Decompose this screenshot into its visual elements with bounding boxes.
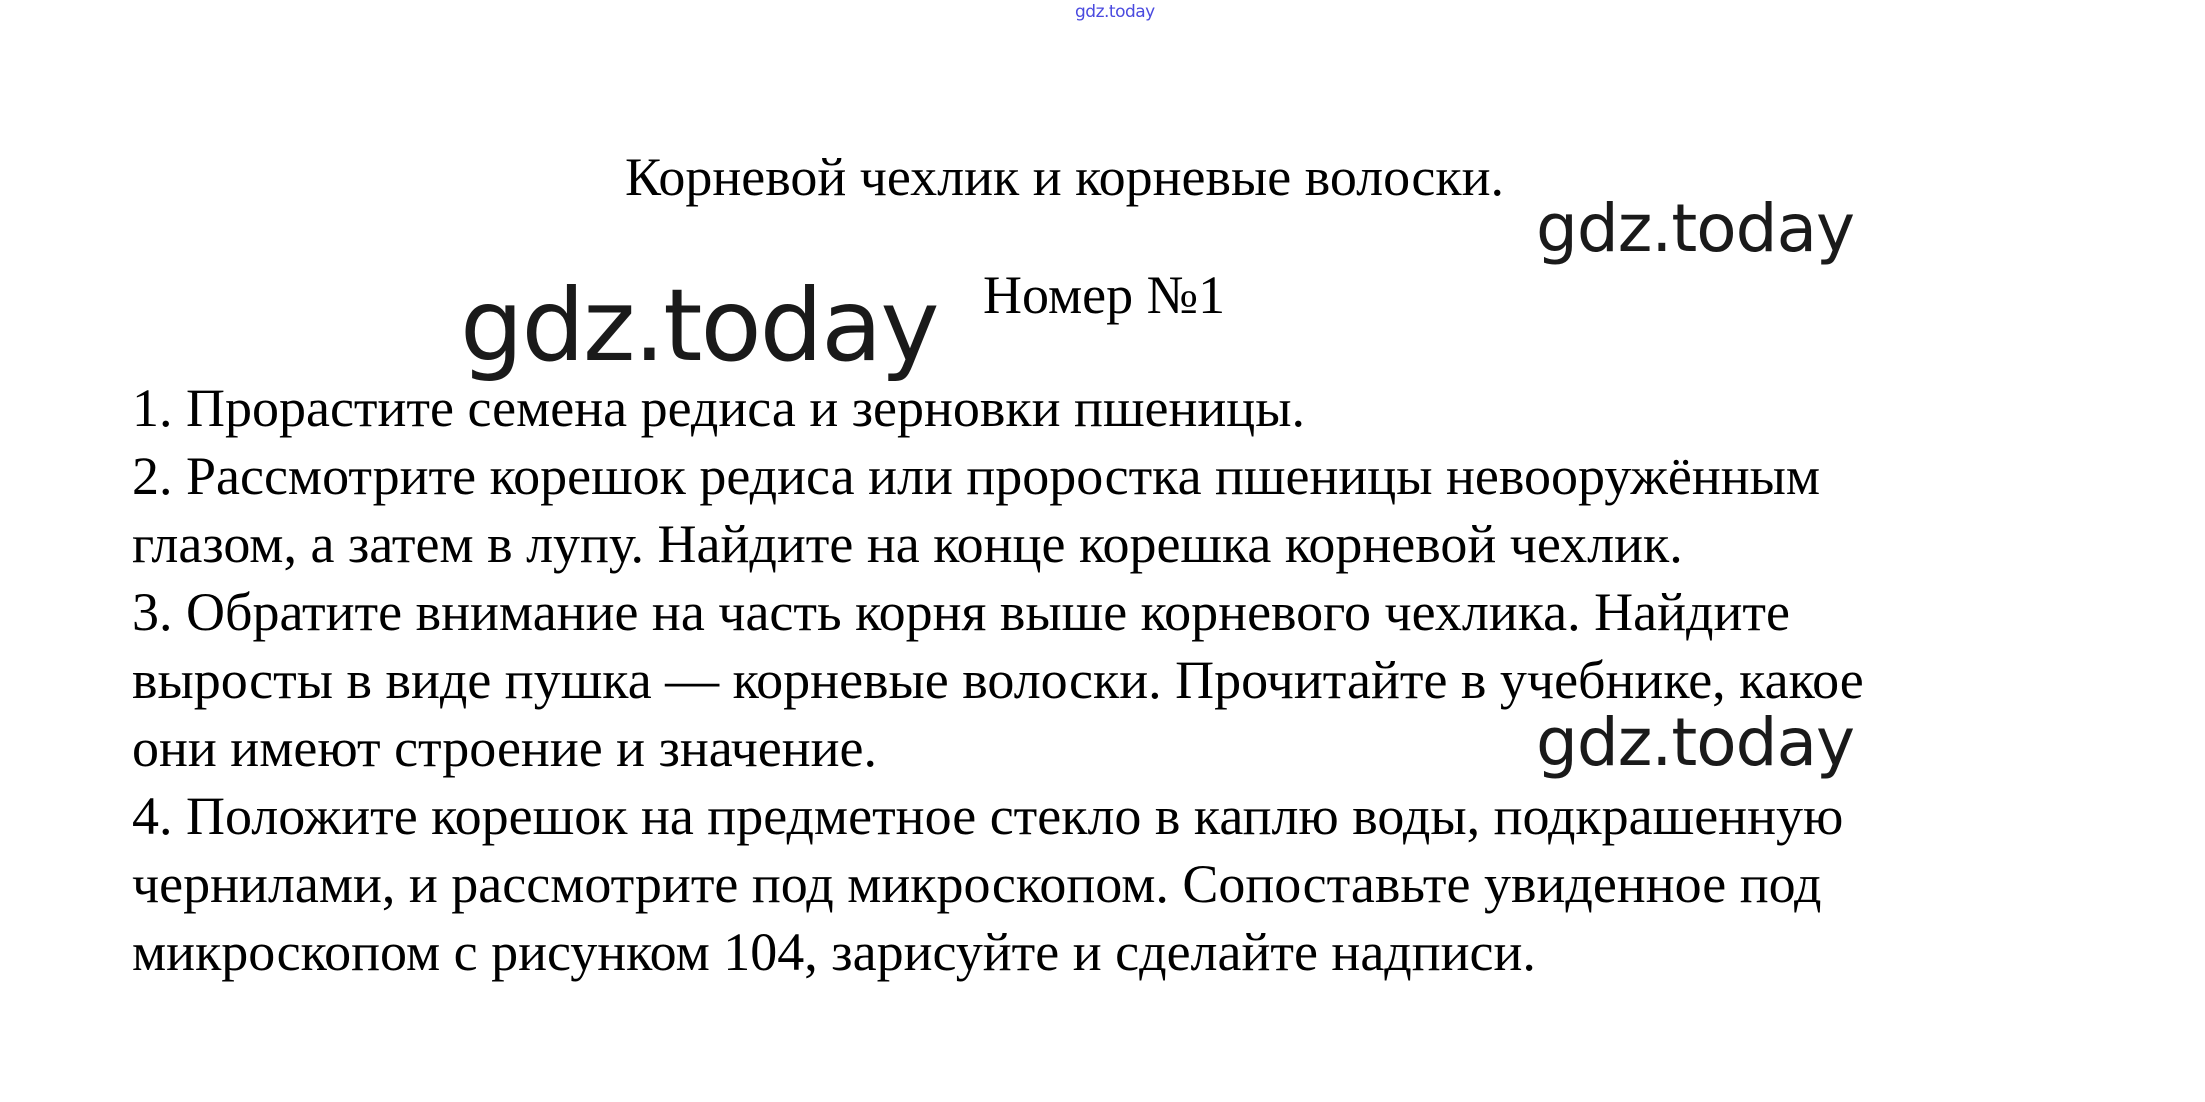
- text-line: выросты в виде пушка — корневые волоски. Прочитайте в учебнике, какое: [132, 650, 1864, 710]
- text-line: 4. Положите корешок на предметное стекло в каплю воды, подкрашенную: [132, 786, 1844, 846]
- watermark-left: gdz.today: [460, 267, 938, 384]
- watermark-right-mid: gdz.today: [1536, 704, 1855, 781]
- top-watermark: gdz.today: [1075, 2, 1155, 22]
- text-line: глазом, а затем в лупу. Найдите на конце корешка корневой чехлик.: [132, 514, 1683, 574]
- text-line: чернилами, и рассмотрите под микроскопом. Сопоставьте увиденное под: [132, 854, 1822, 914]
- watermark-right-top: gdz.today: [1536, 190, 1855, 267]
- text-line: микроскопом с рисунком 104, зарисуйте и сделайте надписи.: [132, 922, 1536, 982]
- text-line: они имеют строение и значение.: [132, 718, 878, 778]
- task-text: [132, 374, 2172, 986]
- text-line: 3. Обратите внимание на часть корня выше корневого чехлика. Найдите: [132, 582, 1790, 642]
- text-line: 2. Рассмотрите корешок редиса или проростка пшеницы невооружённым: [132, 446, 1821, 506]
- page-title: Корневой чехлик и корневые волоски.: [625, 147, 1505, 207]
- text-line: 1. Прорастите семена редиса и зерновки пшеницы.: [132, 378, 1305, 438]
- task-number: Номер №1: [983, 265, 1226, 325]
